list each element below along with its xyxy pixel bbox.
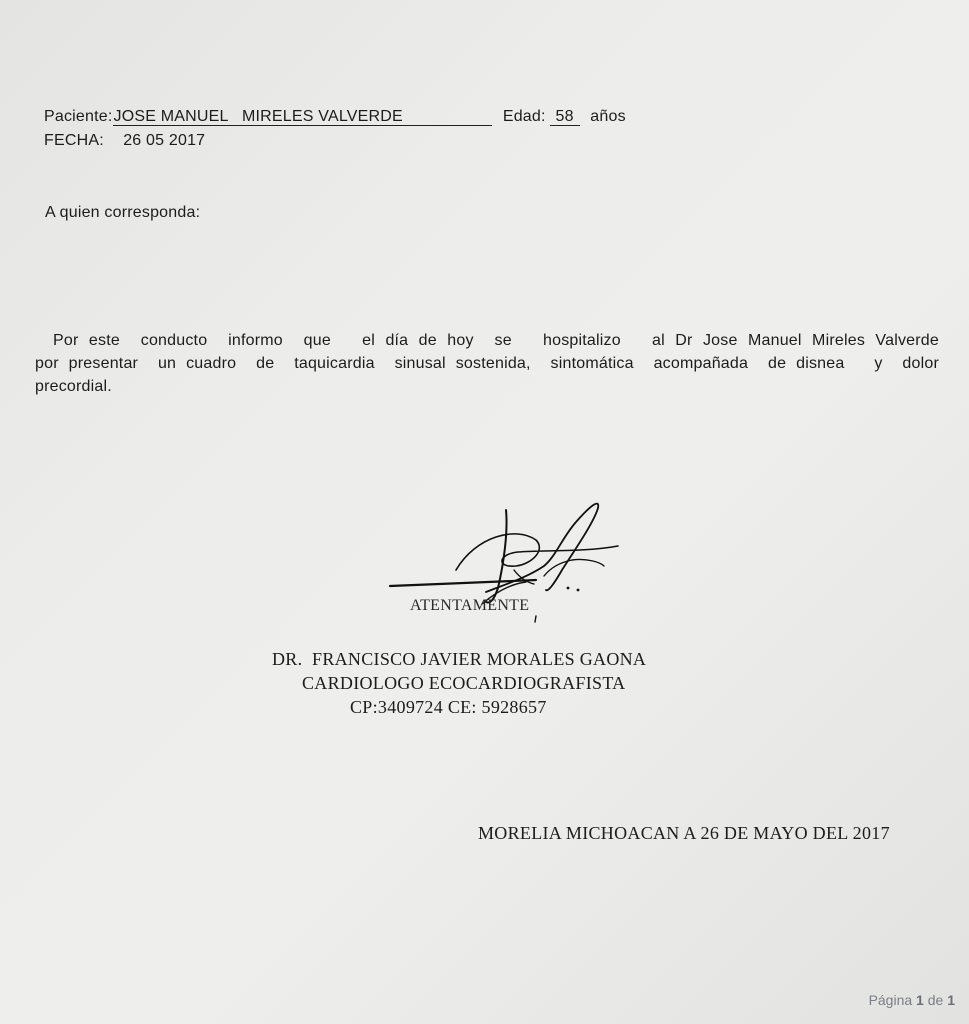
signer-title: CARDIOLOGO ECOCARDIOGRAFISTA [302, 673, 626, 693]
closing: ATENTAMENTE [410, 597, 530, 614]
patient-label: Paciente: [44, 108, 113, 125]
place-date: MORELIA MICHOACAN A 26 DE MAYO DEL 2017 [478, 823, 890, 843]
page-total: 1 [947, 992, 955, 1008]
page-word: Página [868, 992, 913, 1008]
body-line: precordial. [35, 378, 112, 395]
page-of: de [927, 992, 944, 1008]
patient-name: JOSE MANUEL MIRELES VALVERDE [113, 108, 492, 126]
body-line: por presentar un cuadro de taquicardia sinusal sostenida, sintomática acompañada de disnea y dolor [35, 355, 939, 372]
date-value: 26 05 2017 [123, 132, 206, 149]
age-label: Edad: [502, 108, 546, 125]
patient-line [44, 108, 626, 126]
age-value: 58 [550, 108, 580, 126]
letter-body [35, 329, 939, 398]
page-number [869, 992, 955, 1008]
signer-name: DR. FRANCISCO JAVIER MORALES GAONA [272, 649, 647, 669]
body-line: Por este conducto informo que el día de hoy se hospitalizo al Dr Jose Manuel Mireles Valverde [53, 332, 939, 349]
date-line [44, 132, 205, 150]
page-current: 1 [916, 992, 924, 1008]
signer-ids: CP:3409724 CE: 5928657 [350, 697, 547, 717]
date-label: FECHA: [44, 132, 104, 149]
salutation: A quien corresponda: [45, 204, 201, 221]
age-unit: años [590, 108, 626, 125]
